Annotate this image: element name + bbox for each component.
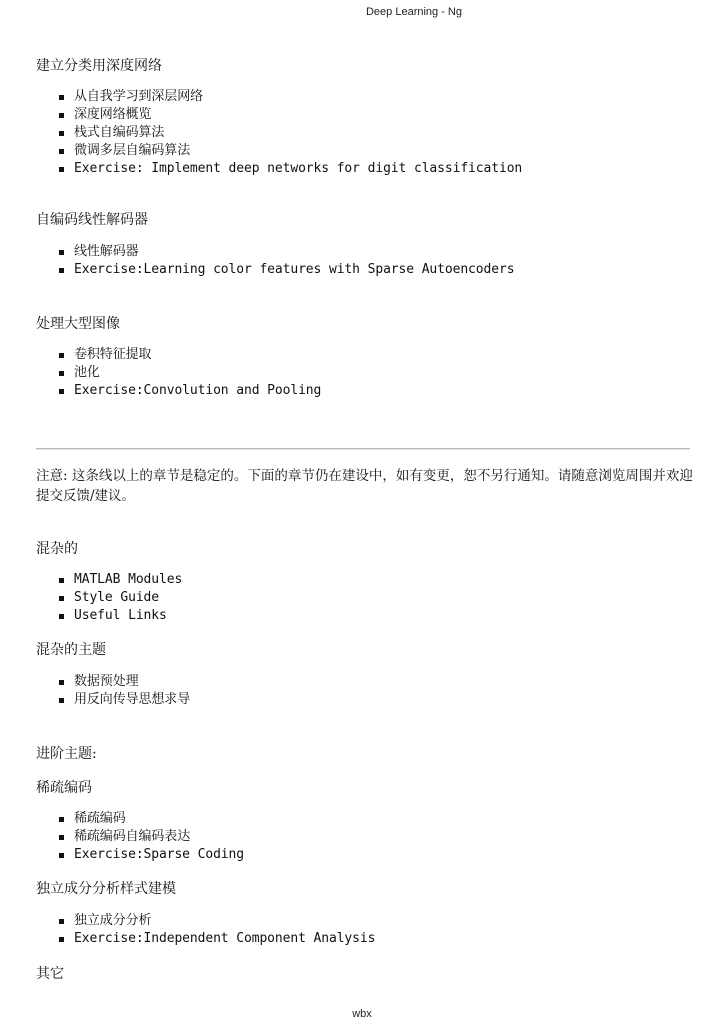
deep-networks-list xyxy=(36,88,522,178)
list-item[interactable]: Exercise:Learning color features with Sparse Autoencoders xyxy=(36,261,514,279)
list-item[interactable]: Style Guide xyxy=(36,589,182,607)
list-item[interactable]: 用反向传导思想求导 xyxy=(36,691,190,709)
list-item[interactable]: Exercise: Implement deep networks for digit classification xyxy=(36,160,522,178)
page-header xyxy=(0,6,724,18)
page-header-text: Deep Learning - Ng xyxy=(365,6,462,18)
section-heading-large-images: 处理大型图像 xyxy=(36,316,120,332)
large-images-list xyxy=(36,346,321,400)
list-item[interactable]: 数据预处理 xyxy=(36,673,190,691)
list-item[interactable]: 卷积特征提取 xyxy=(36,346,321,364)
list-item[interactable]: 深度网络概览 xyxy=(36,106,522,124)
linear-decoders-list xyxy=(36,243,514,279)
list-item[interactable]: Exercise:Independent Component Analysis xyxy=(36,930,375,948)
misc-list xyxy=(36,571,182,625)
list-item[interactable]: Useful Links xyxy=(36,607,182,625)
list-item[interactable]: 栈式自编码算法 xyxy=(36,124,522,142)
section-heading-sparse-coding: 稀疏编码 xyxy=(36,780,92,796)
list-item[interactable]: 独立成分分析 xyxy=(36,912,375,930)
section-heading-advanced: 进阶主题: xyxy=(36,746,97,762)
list-item[interactable]: 线性解码器 xyxy=(36,243,514,261)
list-item[interactable]: 微调多层自编码算法 xyxy=(36,142,522,160)
page-footer: wbx xyxy=(352,1008,372,1020)
section-heading-linear-decoders: 自编码线性解码器 xyxy=(36,212,148,228)
ica-list xyxy=(36,912,375,948)
list-item[interactable]: 稀疏编码 xyxy=(36,810,244,828)
list-item[interactable]: Exercise:Sparse Coding xyxy=(36,846,244,864)
section-heading-ica: 独立成分分析样式建模 xyxy=(36,881,176,897)
list-item[interactable]: MATLAB Modules xyxy=(36,571,182,589)
section-heading-deep-networks: 建立分类用深度网络 xyxy=(36,58,162,74)
list-item[interactable]: 从自我学习到深层网络 xyxy=(36,88,522,106)
list-item[interactable]: 稀疏编码自编码表达 xyxy=(36,828,244,846)
misc-topics-list xyxy=(36,673,190,709)
section-heading-other: 其它 xyxy=(36,966,64,982)
section-heading-misc-topics: 混杂的主题 xyxy=(36,642,106,658)
horizontal-divider xyxy=(36,448,690,450)
notice-text: 注意: 这条线以上的章节是稳定的。下面的章节仍在建设中，如有变更，恕不另行通知。请随意浏览周围并欢迎提交反馈/建议。 xyxy=(36,468,693,504)
list-item[interactable]: Exercise:Convolution and Pooling xyxy=(36,382,321,400)
sparse-coding-list xyxy=(36,810,244,864)
list-item[interactable]: 池化 xyxy=(36,364,321,382)
section-heading-misc: 混杂的 xyxy=(36,541,78,557)
